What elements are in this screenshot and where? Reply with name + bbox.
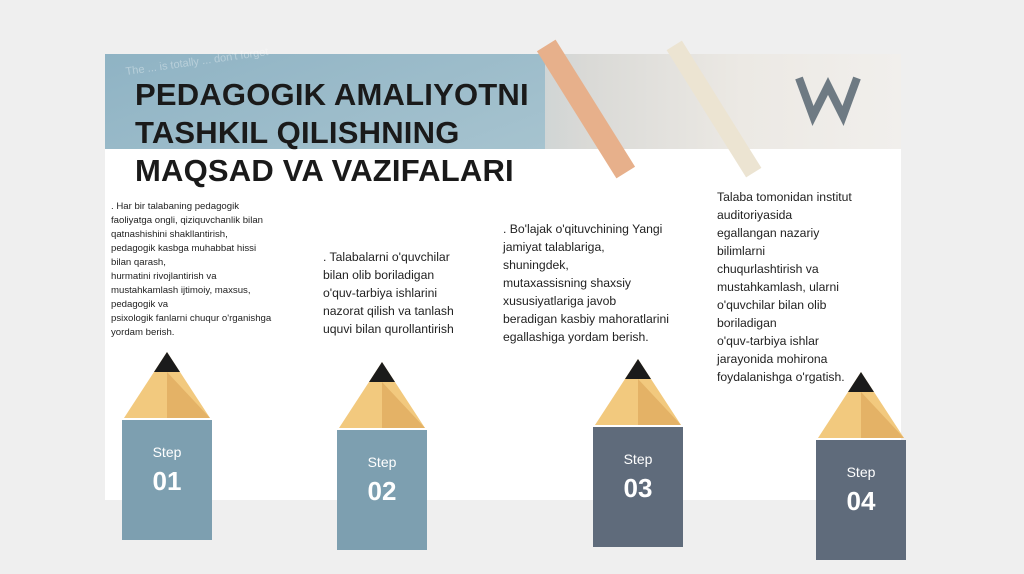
slide-title [135, 76, 655, 190]
desc-line: jamiyat talablariga, [503, 240, 605, 254]
desc-line: yordam berish. [111, 327, 175, 338]
step-1-pencil [122, 350, 212, 496]
desc-line: auditoriyasida [717, 208, 793, 222]
title-line-3: MAQSAD VA VAZIFALARI [135, 153, 514, 188]
desc-line: . Har bir talabaning pedagogik [111, 201, 240, 212]
paper-background-image [667, 41, 762, 178]
desc-line: o'quvchilar bilan olib [717, 298, 827, 312]
desc-line: . Bo'lajak o'qituvchining Yangi [503, 222, 663, 236]
step-label: Step [846, 464, 876, 480]
desc-line: pedagogik va [111, 299, 169, 310]
step-number: 01 [152, 466, 182, 496]
step-3-body [593, 427, 683, 547]
desc-line: bilan qarash, [111, 257, 166, 268]
pencil-tip-icon [593, 357, 683, 427]
step-3-pencil [593, 357, 683, 503]
desc-line: egallangan nazariy [717, 226, 820, 240]
step-3-description [503, 220, 711, 346]
title-line-2: TASHKIL QILISHNING [135, 115, 460, 150]
w-logo-icon [795, 72, 861, 122]
desc-line: shuningdek, [503, 258, 569, 272]
desc-line: chuqurlashtirish va [717, 262, 819, 276]
desc-line: jarayonida mohirona [717, 352, 828, 366]
step-2-pencil [337, 360, 427, 506]
desc-line: boriladigan [717, 316, 777, 330]
step-label: Step [367, 454, 397, 470]
desc-line: . Talabalarni o'quvchilar [323, 250, 450, 264]
step-label: Step [152, 444, 182, 460]
step-4-body [816, 440, 906, 560]
step-1-body [122, 420, 212, 540]
step-4-pencil [816, 370, 906, 516]
desc-line: bilan olib boriladigan [323, 268, 435, 282]
desc-line: mustahkamlash, ularni [717, 280, 839, 294]
desc-line: foydalanishga o'rgatish. [717, 370, 845, 384]
desc-line: uquvi bilan qurollantirish [323, 322, 454, 336]
step-number: 04 [846, 486, 876, 516]
desc-line: faoliyatga ongli, qiziquvchanlik bilan [111, 215, 263, 226]
desc-line: beradigan kasbiy mahoratlarini [503, 312, 669, 326]
pencil-tip-icon [816, 370, 906, 440]
pencil-tip-icon [122, 350, 212, 420]
desc-line: psixologik fanlarni chuqur o'rganishga [111, 313, 272, 324]
desc-line: o'quv-tarbiya ishlar [717, 334, 819, 348]
desc-line: pedagogik kasbga muhabbat hissi [111, 243, 257, 254]
slide [105, 46, 901, 516]
step-number: 03 [623, 473, 653, 503]
step-2-body [337, 430, 427, 550]
pencil-tip-icon [337, 360, 427, 430]
desc-line: mutaxassisning shaxsiy [503, 276, 632, 290]
step-2-description [323, 248, 489, 338]
step-label: Step [623, 451, 653, 467]
banner-ghost-text: The ... is totally ... don't forget [124, 46, 270, 78]
desc-line: o'quv-tarbiya ishlarini [323, 286, 438, 300]
desc-line: xususiyatlariga javob [503, 294, 617, 308]
step-4-description [717, 188, 895, 386]
step-number: 02 [367, 476, 397, 506]
desc-line: bilimlarni [717, 244, 766, 258]
desc-line: egallashiga yordam berish. [503, 330, 649, 344]
step-1-description [111, 200, 311, 340]
desc-line: nazorat qilish va tanlash [323, 304, 454, 318]
title-line-1: PEDAGOGIK AMALIYOTNI [135, 77, 529, 112]
desc-line: qatnashishini shakllantirish, [111, 229, 228, 240]
desc-line: hurmatini rivojlantirish va [111, 271, 217, 282]
desc-line: Talaba tomonidan institut [717, 190, 852, 204]
desc-line: mustahkamlash ijtimoiy, maxsus, [111, 285, 251, 296]
